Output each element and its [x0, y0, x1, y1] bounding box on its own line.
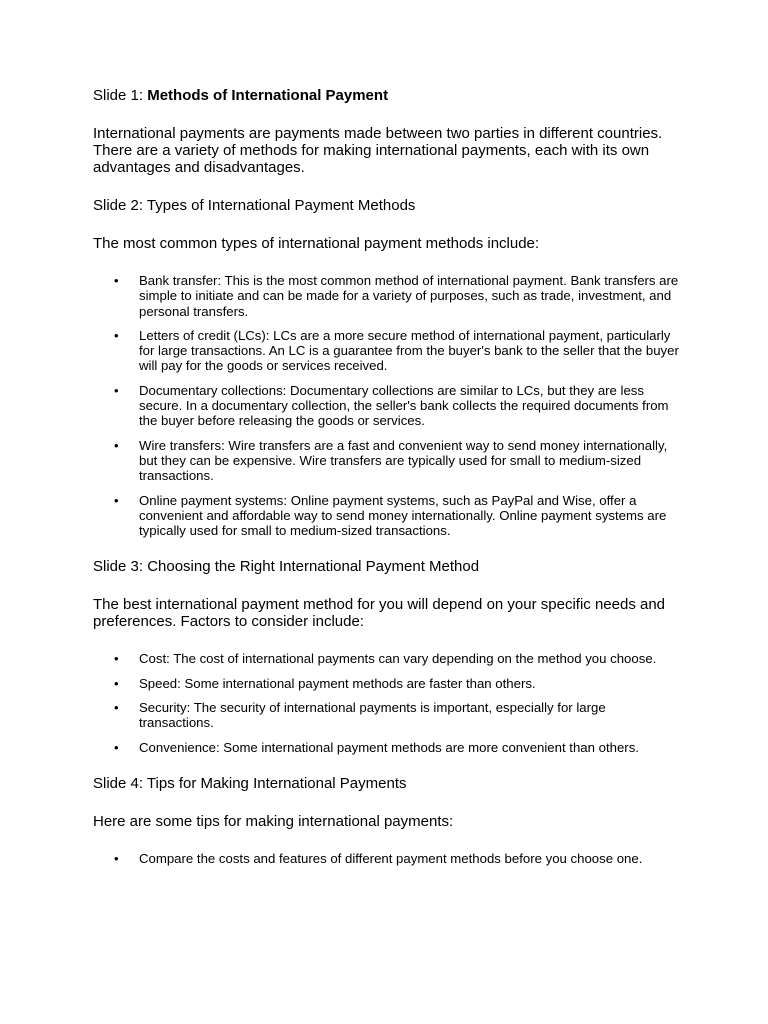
slide-3-heading: Slide 3: Choosing the Right International Payment Method: [93, 558, 480, 576]
bullet-icon: •: [114, 327, 119, 343]
list-item: [93, 328, 683, 374]
bullet-icon: •: [114, 273, 119, 288]
list-item-text: Letters of credit (LCs): LCs are a more secure method of international payment, particularly for large transactions. An LC is a guarantee from the buyer's bank to the seller that the buyer will pay for the goods or services received.: [139, 327, 679, 374]
slide-3-intro: The best international payment method for you will depend on your specific needs and preferences. Factors to consider include:: [93, 596, 666, 631]
bullet-icon: •: [114, 700, 119, 716]
bullet-icon: •: [114, 437, 119, 453]
slide-2-intro: The most common types of international payment methods include:: [93, 235, 540, 252]
bullet-icon: •: [114, 739, 119, 755]
bullet-icon: •: [114, 382, 119, 398]
slide-4-bullet-list: [93, 851, 683, 866]
slide-1-heading-title: Methods of International Payment: [147, 87, 389, 104]
slide-2-bullet-list: [93, 273, 683, 538]
slide-1-heading-prefix: Slide 1:: [93, 87, 148, 104]
list-item-text: Documentary collections: Documentary collections are similar to LCs, but they are less secure. In a documentary collection, the seller's bank collects the required documents from the buyer before releasing the goods or services.: [139, 382, 669, 429]
bullet-icon: •: [114, 850, 119, 866]
list-item: [93, 676, 683, 691]
list-item: [93, 700, 683, 731]
slide-1-paragraph: International payments are payments made between two parties in different countries. There are a variety of methods for making international payments, each with its own advantages and disadvantages.: [93, 125, 663, 176]
list-item-text: Speed: Some international payment methods are faster than others.: [139, 675, 536, 691]
slide-4-intro: Here are some tips for making international payments:: [93, 812, 454, 830]
list-item-text: Convenience: Some international payment methods are more convenient than others.: [139, 739, 639, 755]
list-item: [93, 740, 683, 755]
bullet-icon: •: [114, 675, 119, 691]
list-item: [93, 273, 683, 319]
slide-2-heading: Slide 2: Types of International Payment Methods: [93, 197, 416, 214]
list-item: [93, 851, 683, 866]
slide-4-heading: Slide 4: Tips for Making International Payments: [93, 774, 407, 792]
bullet-icon: •: [114, 492, 119, 508]
list-item: [93, 383, 683, 429]
list-item-text: Bank transfer: This is the most common method of international payment. Bank transfers are simple to initiate and can be made for a variety of purposes, such as trade, investment, and personal transfers.: [139, 273, 679, 319]
bullet-icon: •: [114, 651, 119, 667]
slide-1-heading: [93, 87, 683, 104]
list-item-text: Wire transfers: Wire transfers are a fast and convenient way to send money internationally, but they can be expensive. Wire transfers are typically used for small to medium-sized transactions.: [139, 437, 668, 484]
list-item-text: Cost: The cost of international payments can vary depending on the method you choose.: [139, 651, 657, 667]
document-body: [93, 87, 683, 886]
list-item: [93, 651, 683, 666]
list-item-text: Security: The security of international payments is important, especially for large transactions.: [139, 700, 606, 731]
list-item: [93, 493, 683, 539]
slide-3-bullet-list: [93, 651, 683, 754]
list-item: [93, 438, 683, 484]
list-item-text: Online payment systems: Online payment systems, such as PayPal and Wise, offer a convenient and affordable way to send money internationally. Online payment systems are typically used for small to medium-sized transactions.: [139, 492, 667, 539]
list-item-text: Compare the costs and features of different payment methods before you choose one.: [139, 850, 643, 866]
